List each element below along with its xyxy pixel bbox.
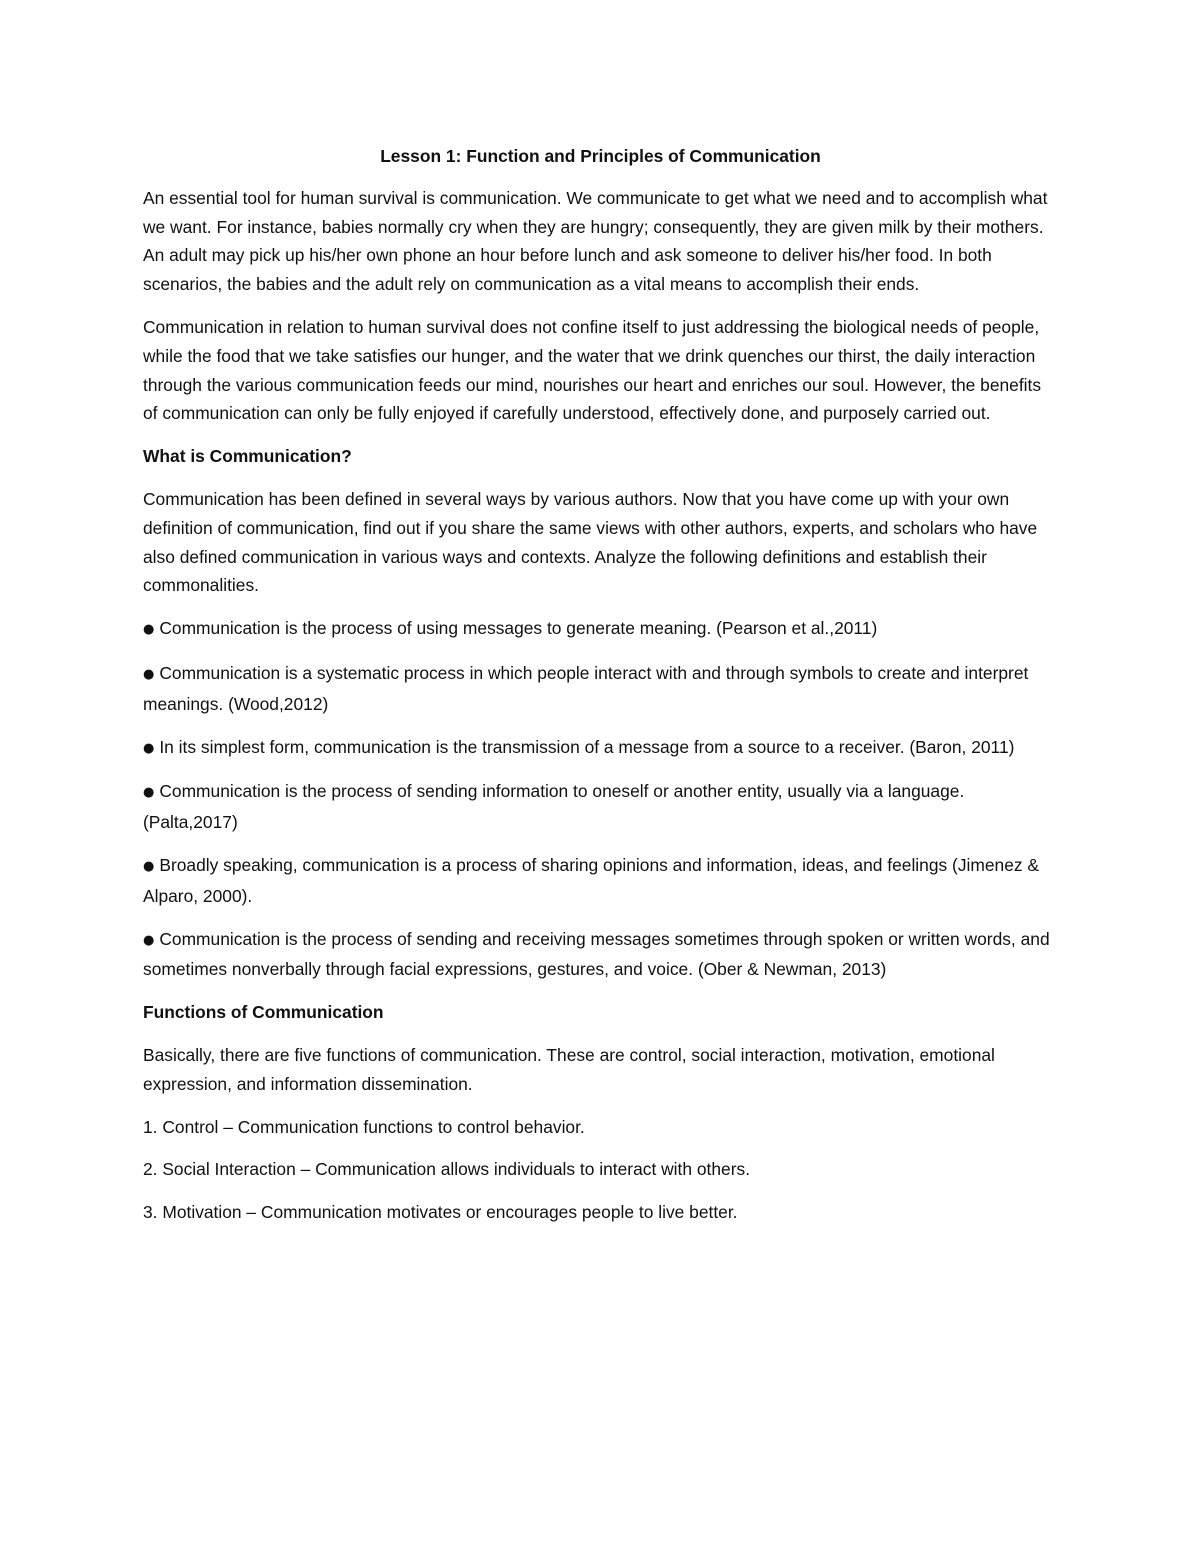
- functions-paragraph: Basically, there are five functions of communication. These are control, social interaction, motivation, emotional expression, and information dissemination.: [143, 1044, 995, 1094]
- definition-text: Communication is the process of sending information to oneself or another entity, usually via a language. (Palta,2017): [143, 781, 965, 833]
- function-item-motivation: 3. Motivation – Communication motivates or encourages people to live better.: [143, 1202, 738, 1223]
- definition-text: Communication is the process of using messages to generate meaning. (Pearson et al.,2011): [159, 618, 878, 639]
- definition-item: [143, 925, 1058, 985]
- what-is-communication-paragraph: Communication has been defined in several ways by various authors. Now that you have come up with your own definition of communication, find out if you share the same views with other authors, experts, and scholars who have also defined communication in various ways and contexts. Analyze the following definitions and establish their commonalities.: [143, 488, 1038, 596]
- bullet-icon: ●: [143, 666, 155, 682]
- definition-item: [143, 659, 1058, 719]
- document-page: [143, 138, 1058, 1241]
- definition-item: [143, 614, 1058, 645]
- lesson-title: Lesson 1: Function and Principles of Communication: [380, 146, 821, 166]
- definition-text: Communication is the process of sending and receiving messages sometimes through spoken or written words, and sometimes nonverbally through facial expressions, gestures, and voice. (Ober & Newman, 2013): [143, 928, 1050, 980]
- heading-what-is-communication: What is Communication?: [143, 446, 352, 467]
- definition-text: In its simplest form, communication is the transmission of a message from a source to a receiver. (Baron, 2011): [159, 736, 1015, 757]
- definition-text: Communication is a systematic process in which people interact with and through symbols to create and interpret meanings. (Wood,2012): [143, 662, 1029, 714]
- function-item-social-interaction: 2. Social Interaction – Communication allows individuals to interact with others.: [143, 1159, 751, 1180]
- definition-item: [143, 733, 1058, 764]
- definitions-list: [143, 614, 1058, 984]
- heading-functions-of-communication: Functions of Communication: [143, 1002, 384, 1023]
- bullet-icon: ●: [143, 622, 155, 638]
- function-item-control: 1. Control – Communication functions to control behavior.: [143, 1116, 585, 1137]
- definition-text: Broadly speaking, communication is a process of sharing opinions and information, ideas, and feelings (Jimenez & Alparo, 2000).: [143, 854, 1040, 906]
- bullet-icon: ●: [143, 740, 155, 756]
- intro-paragraph-2: Communication in relation to human survival does not confine itself to just addressing the biological needs of people, while the food that we take satisfies our hunger, and the water that we drink quenches our thirst, the daily interaction through the various communication feeds our mind, nourishes our heart and enriches our soul. However, the benefits of communication can only be fully enjoyed if carefully understood, effectively done, and purposely carried out.: [143, 316, 1042, 424]
- bullet-icon: ●: [143, 932, 155, 948]
- intro-paragraph-1: An essential tool for human survival is communication. We communicate to get what we need and to accomplish what we want. For instance, babies normally cry when they are hungry; consequently, they are given milk by their mothers. An adult may pick up his/her own phone an hour before lunch and ask someone to deliver his/her food. In both scenarios, the babies and the adult rely on communication as a vital means to accomplish their ends.: [143, 187, 1048, 295]
- definition-item: [143, 851, 1058, 911]
- functions-list: [143, 1113, 1058, 1227]
- bullet-icon: ●: [143, 785, 155, 801]
- bullet-icon: ●: [143, 858, 155, 874]
- definition-item: [143, 777, 1058, 837]
